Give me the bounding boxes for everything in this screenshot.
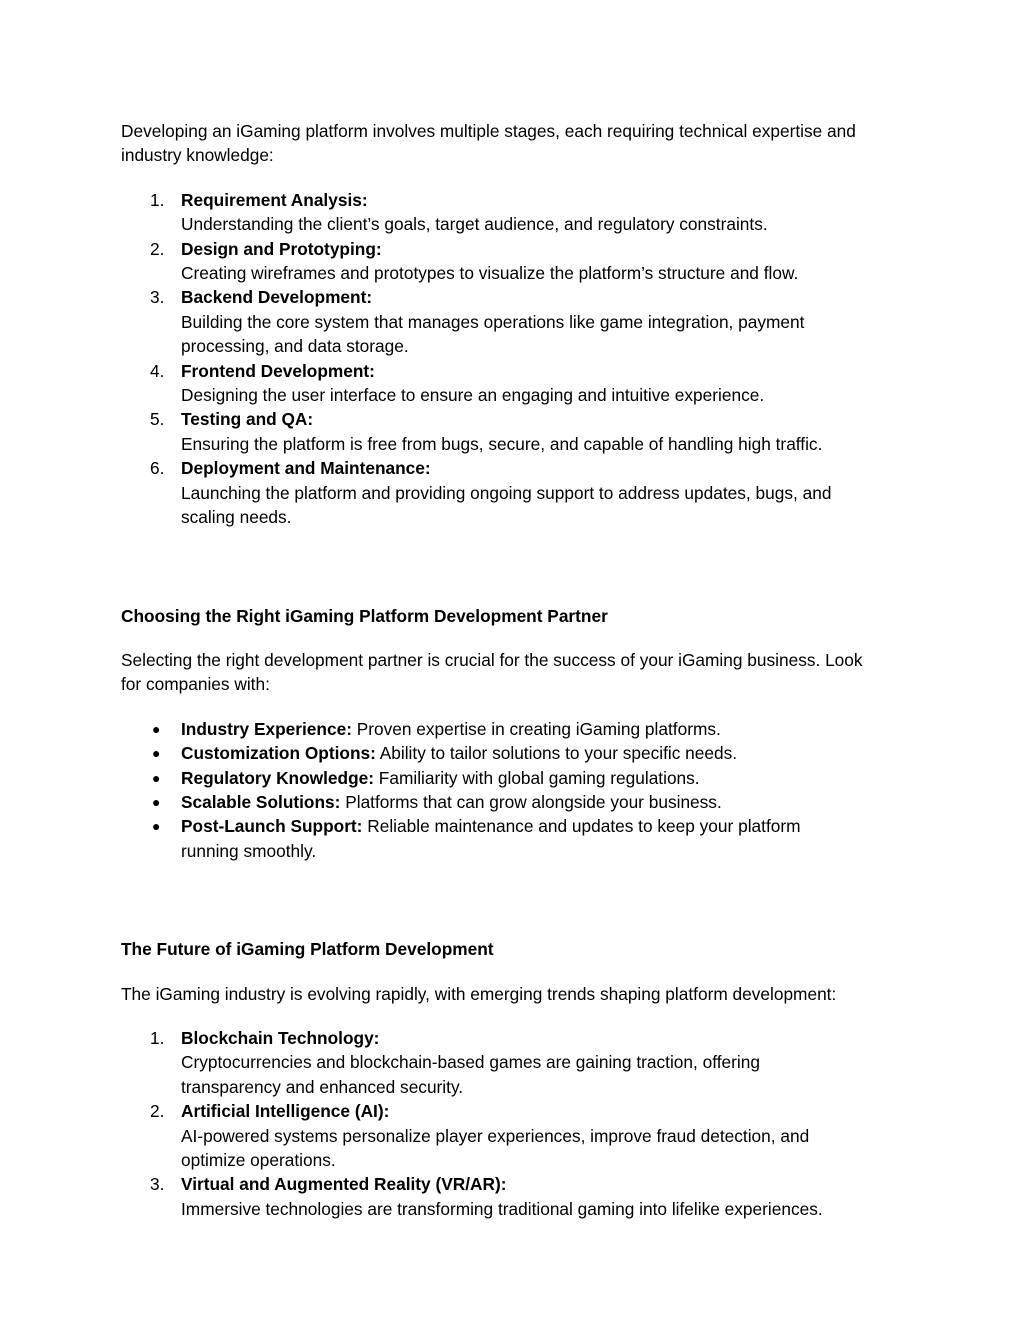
document-page [121,119,921,1221]
list-item [121,814,861,863]
list-item-description: Cryptocurrencies and blockchain-based games are gaining traction, offering transparency and enhanced security. [181,1052,760,1097]
section-heading-future: The Future of iGaming Platform Development [121,939,494,960]
list-item-title: Deployment and Maintenance: [181,458,431,479]
list-item [121,1026,921,1099]
list-item-description: Creating wireframes and prototypes to visualize the platform’s structure and flow. [181,263,799,284]
list-item [121,1099,921,1172]
list-item [121,456,921,529]
list-number: 1. [150,1027,165,1048]
list-item-title: Industry Experience: [181,718,352,739]
list-item [121,237,921,286]
list-item-title: Backend Development: [181,287,373,308]
list-item-title: Frontend Development: [181,360,375,381]
list-item-title: Design and Prototyping: [181,238,382,259]
list-item-title: Regulatory Knowledge: [181,767,374,788]
intro-paragraph: Developing an iGaming platform involves multiple stages, each requiring technical expertise and industry knowledge: [121,121,856,166]
bullet-icon: ● [152,769,161,786]
list-item-description: Immersive technologies are transforming traditional gaming into lifelike experiences. [181,1198,823,1219]
list-item-title: Testing and QA: [181,409,314,430]
list-item-description: Ability to tailor solutions to your specific needs. [375,743,738,764]
list-item [121,188,921,237]
list-item-description: Proven expertise in creating iGaming platforms. [351,718,721,739]
list-item-title: Artificial Intelligence (AI): [181,1101,390,1122]
list-item [121,741,921,765]
bullet-icon: ● [152,818,161,835]
development-stages-list [121,188,921,530]
list-item-title: Requirement Analysis: [181,189,368,210]
section-heading-partner: Choosing the Right iGaming Platform Development Partner [121,605,608,626]
list-number: 3. [150,1174,165,1195]
list-item [121,359,921,408]
future-trends-list [121,1026,921,1221]
bullet-icon: ● [152,745,161,762]
list-item [121,285,921,358]
list-item-description: AI-powered systems personalize player experiences, improve fraud detection, and optimize operations. [181,1125,810,1170]
list-number: 2. [150,1101,165,1122]
list-item [121,1172,921,1221]
list-item-title: Scalable Solutions: [181,791,341,812]
list-item [121,766,921,790]
list-number: 3. [150,287,165,308]
list-number: 4. [150,360,165,381]
list-number: 5. [150,409,165,430]
future-intro-paragraph: The iGaming industry is evolving rapidly, with emerging trends shaping platform development: [121,983,837,1004]
list-number: 6. [150,458,165,479]
list-item-title: Post-Launch Support: [181,816,363,837]
list-item-description: Reliable maintenance and updates to keep your platform running smoothly. [181,816,801,861]
list-number: 1. [150,189,165,210]
list-item-description: Ensuring the platform is free from bugs, secure, and capable of handling high traffic. [181,433,823,454]
list-item [121,790,921,814]
list-number: 2. [150,238,165,259]
list-item-title: Virtual and Augmented Reality (VR/AR): [181,1174,507,1195]
list-item-title: Blockchain Technology: [181,1027,380,1048]
partner-criteria-list [121,717,921,863]
list-item [121,717,921,741]
list-item-description: Understanding the client’s goals, target audience, and regulatory constraints. [181,214,768,235]
list-item-description: Building the core system that manages operations like game integration, payment processing, and data storage. [181,311,805,357]
list-item [121,407,921,456]
bullet-icon: ● [152,793,161,810]
list-item-description: Platforms that can grow alongside your business. [340,791,722,812]
list-item-description: Designing the user interface to ensure an engaging and intuitive experience. [181,385,765,406]
list-item-description: Launching the platform and providing ongoing support to address updates, bugs, and scaling needs. [181,482,832,528]
list-item-title: Customization Options: [181,743,376,764]
list-item-description: Familiarity with global gaming regulations. [374,767,700,788]
partner-intro-paragraph: Selecting the right development partner is crucial for the success of your iGaming business. Look for companies with: [121,649,863,695]
bullet-icon: ● [152,720,161,737]
